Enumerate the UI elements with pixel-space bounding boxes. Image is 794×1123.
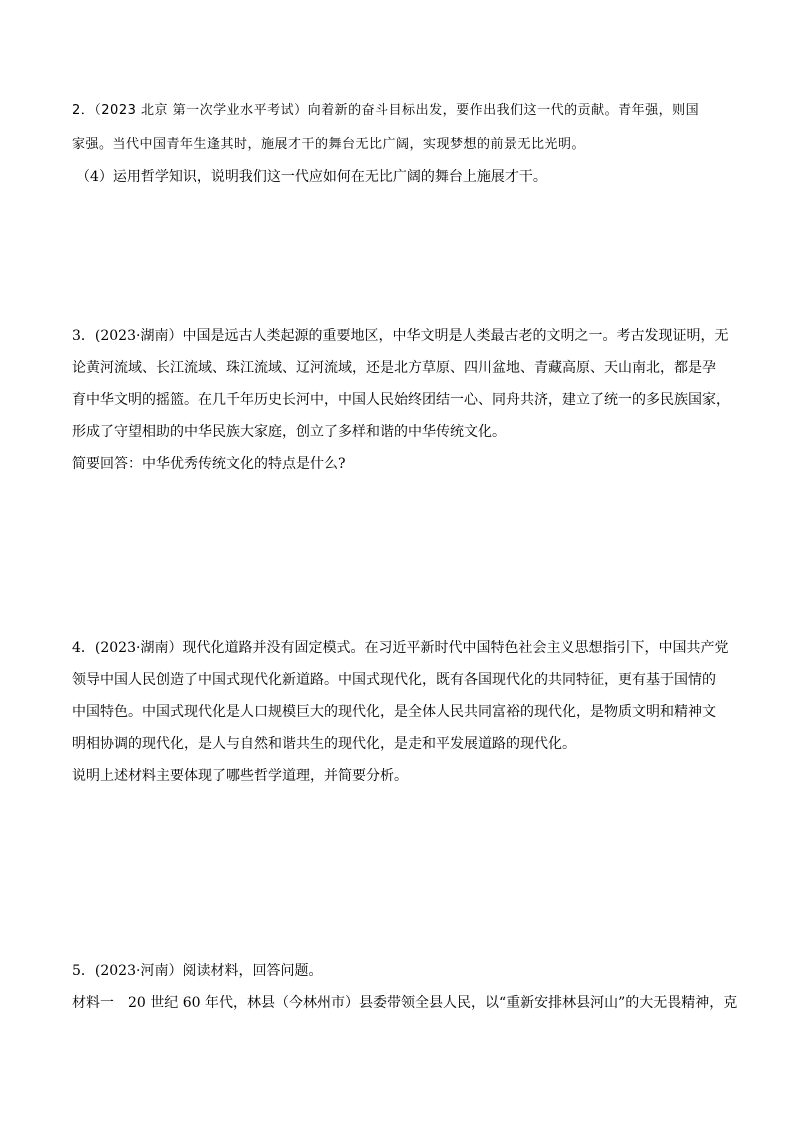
question-3	[72, 320, 744, 480]
question-2-stem-line-2: 家强。当代中国青年生逢其时，施展才干的舞台无比广阔，实现梦想的前景无比光明。	[72, 137, 586, 152]
question-2	[72, 94, 744, 192]
question-5-material-1-line-1: 材料一 20 世纪 60 年代，林县（今林州市）县委带领全县人民，以“重新安排林县河山”的大无畏精神，克	[72, 995, 738, 1011]
question-4-material-line-1: 4．(2023·湖南）现代化道路并没有固定模式。在习近平新时代中国特色社会主义思想指引下，中国共产党	[72, 640, 729, 656]
question-3-material-line-1: 3．(2023·湖南）中国是远古人类起源的重要地区，中华文明是人类最古老的文明之一。考古发现证明，无	[72, 328, 729, 344]
question-3-material-line-2: 论黄河流域、长江流域、珠江流域、辽河流域，还是北方草原、四川盆地、青藏高原、天山南北，都是孕	[72, 360, 716, 376]
question-4-material-line-4: 明相协调的现代化，是人与自然和谐共生的现代化，是走和平发展道路的现代化。	[72, 736, 576, 752]
question-3-prompt: 简要回答：中华优秀传统文化的特点是什么?	[72, 456, 346, 472]
question-4	[72, 632, 744, 792]
question-4-prompt: 说明上述材料主要体现了哪些哲学道理，并简要分析。	[72, 768, 408, 784]
question-3-material-line-4: 形成了守望相助的中华民族大家庭，创立了多样和谐的中华传统文化。	[72, 424, 506, 440]
question-5-stem: 5．(2023·河南）阅读材料，回答问题。	[72, 963, 323, 979]
question-3-material-line-3: 育中华文明的摇篮。在几千年历史长河中，中国人民始终团结一心、同舟共济，建立了统一的多民族国家，	[72, 392, 730, 408]
question-4-material-line-2: 领导中国人民创造了中国式现代化新道路。中国式现代化，既有各国现代化的共同特征，更有基于国情的	[72, 672, 716, 688]
question-2-stem-line-1: 2．（2023 北京 第一次学业水平考试）向着新的奋斗目标出发，要作出我们这一代的贡献。青年强，则国	[72, 103, 700, 118]
question-5	[72, 955, 744, 1019]
question-4-material-line-3: 中国特色。中国式现代化是人口规模巨大的现代化，是全体人民共同富裕的现代化，是物质文明和精神文	[72, 704, 716, 720]
question-2-subquestion-4: （4）运用哲学知识，说明我们这一代应如何在无比广阔的舞台上施展才干。	[76, 169, 547, 185]
